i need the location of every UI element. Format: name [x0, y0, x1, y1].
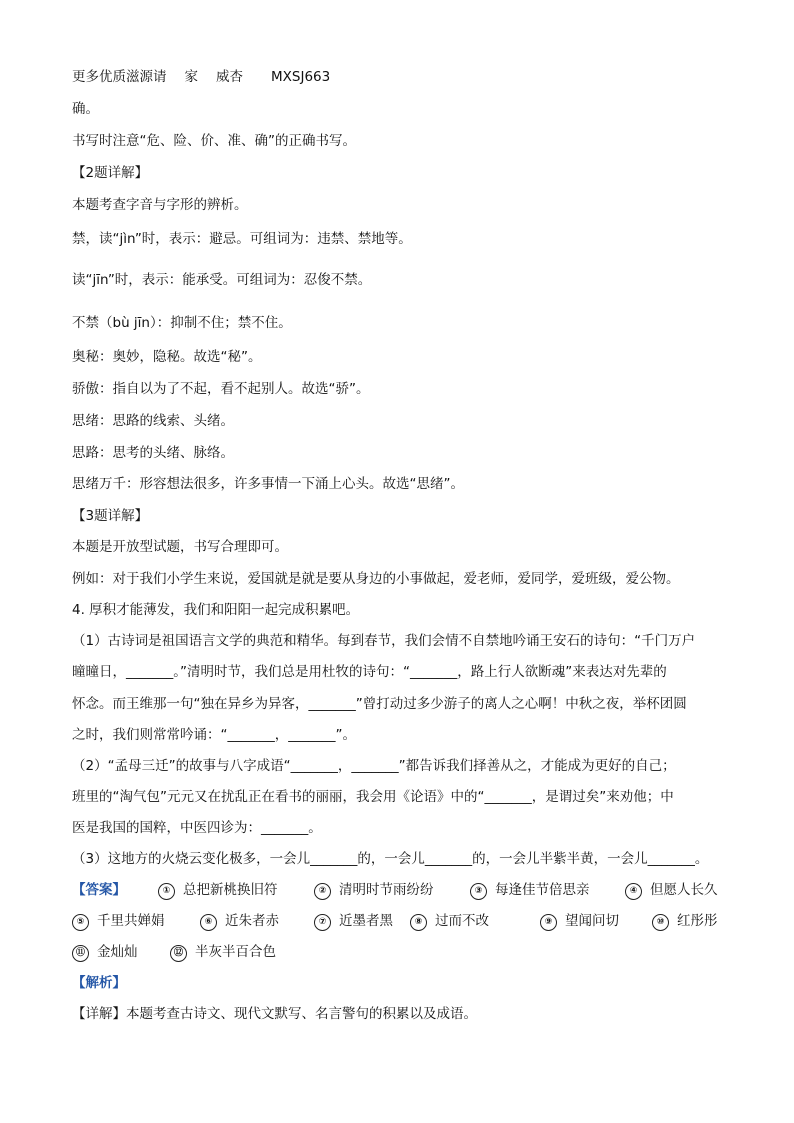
- answer-item: ① 总把新桃换旧符: [158, 881, 278, 900]
- answer-row-1: [72, 881, 718, 899]
- text-line: 曈曈日，_______。”清明时节，我们总是用杜牧的诗句：“_______，路上行人欲断魂”来表达对先辈的: [72, 664, 667, 680]
- text-line: 读“jīn”时，表示：能承受。可组词为：忍俊不禁。: [72, 272, 372, 288]
- text-line: 思绪万千：形容想法很多，许多事情一下涌上心头。故选“思绪”。: [72, 476, 464, 492]
- answer-item: ⑩ 红彤彤: [652, 912, 718, 931]
- text-line: （1）古诗词是祖国语言文学的典范和精华。每到春节，我们会情不自禁地吟诵王安石的诗句：“千门万户: [72, 633, 696, 649]
- detail-label: 【详解】: [72, 1006, 126, 1022]
- text-line: 医是我国的国粹，中医四诊为：_______。: [72, 820, 322, 836]
- text-line: 之时，我们则常常吟诵：“_______，_______”。: [72, 727, 356, 743]
- answer-label: 【答案】: [72, 882, 126, 898]
- header-code: MXSJ663: [271, 69, 331, 85]
- page-header: [72, 68, 348, 86]
- text-line: 骄傲：指自以为了不起，看不起别人。故选“骄”。: [72, 381, 370, 397]
- text-line: 书写时注意“危、险、价、准、确”的正确书写。: [72, 133, 356, 149]
- text-line: 班里的“淘气包”元元又在扰乱正在看书的丽丽，我会用《论语》中的“_______，是谓过矣”来劝他；中: [72, 789, 674, 805]
- detail-line: [72, 1005, 477, 1023]
- text-line: 例如：对于我们小学生来说，爱国就是就是要从身边的小事做起，爱老师，爱同学，爱班级，爱公物。: [72, 571, 680, 587]
- text-line: 不禁（bù jīn）：抑制不住；禁不住。: [72, 315, 292, 331]
- text-line: 本题是开放型试题，书写合理即可。: [72, 539, 288, 555]
- answer-item: ④ 但愿人长久: [625, 881, 718, 900]
- answer-item: ⑪ 金灿灿: [72, 943, 138, 962]
- answer-item: ⑨ 望闻问切: [540, 912, 619, 931]
- section-heading: 【3题详解】: [72, 508, 149, 524]
- text-line: 确。: [72, 101, 99, 117]
- answer-item: ⑤ 千里共婵娟: [72, 912, 165, 931]
- detail-text: 本题考查古诗文、现代文默写、名言警句的积累以及成语。: [126, 1006, 477, 1022]
- answer-item: ⑥ 近朱者赤: [200, 912, 279, 931]
- header-mid1: 家: [184, 69, 198, 85]
- question-title: 4. 厚积才能薄发，我们和阳阳一起完成积累吧。: [72, 602, 360, 618]
- analysis-label: 【解析】: [72, 975, 126, 991]
- section-heading: 【2题详解】: [72, 165, 149, 181]
- text-line: 思绪：思路的线索、头绪。: [72, 413, 234, 429]
- answer-item: ② 清明时节雨纷纷: [314, 881, 434, 900]
- answer-item: ③ 每逢佳节倍思亲: [470, 881, 590, 900]
- text-line: 本题考查字音与字形的辨析。: [72, 197, 248, 213]
- answer-item: ⑦ 近墨者黑: [314, 912, 393, 931]
- header-mid2: 威杏: [216, 69, 243, 85]
- answer-item: ⑫ 半灰半百合色: [170, 943, 276, 962]
- header-prefix: 更多优质滋源请: [72, 69, 167, 85]
- text-line: 禁，读“jìn”时，表示：避忌。可组词为：违禁、禁地等。: [72, 231, 412, 247]
- text-line: 思路：思考的头绪、脉络。: [72, 445, 234, 461]
- text-line: （2）“孟母三迁”的故事与八字成语“_______，_______”都告诉我们择善从之，才能成为更好的自己；: [72, 758, 676, 774]
- text-line: （3）这地方的火烧云变化极多，一会儿_______的，一会儿_______的，一会儿半紫半黄，一会儿_______。: [72, 851, 709, 867]
- text-line: 奥秘：奥妙，隐秘。故选“秘”。: [72, 349, 262, 365]
- text-line: 怀念。而王维那一句“独在异乡为异客，_______”曾打动过多少游子的离人之心啊！中秋之夜，举杯团圆: [72, 696, 687, 712]
- answer-item: ⑧ 过而不改: [410, 912, 489, 931]
